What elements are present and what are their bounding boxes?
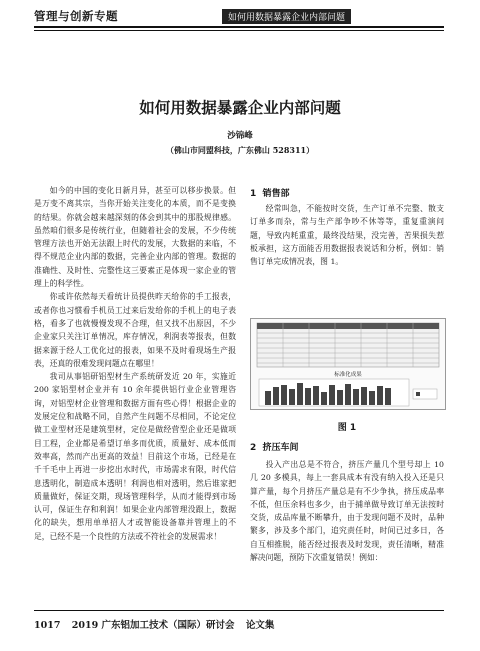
author-affiliation: （佛山市同盟科技，广东佛山 528311） [165,145,315,155]
figure-caption: 图 1 [337,423,357,433]
running-header [0,0,480,30]
section-label: 管理与创新专题 [34,9,118,23]
body-paragraph: 经常叫急，不能按时交货，生产订单不完整、散支订单多而杂，常与生产部争吵不休等等，重复重演问题，导致内耗重重，最终没结果，没完善，苦果损失惹板承担，这方面能否用数据报表说话和分析，例如：销售订单完成情况表，图 1。 [250,204,444,267]
volume-label: 论文集 [245,620,275,631]
publication-name: 2019 广东铝加工技术（国际）研讨会 [71,620,235,631]
body-paragraph: 你或许依然每天看统计员提供昨天给你的手工报表，或者你也习惯看手机员工过来后发给你的手机上的电子表格，看多了也就慢慢发现不合理，但又找不出原因，不少企业家只关注订单情况，库存情况，利润表等报表，但数据来源于经人工优化过的报表，如果不及时看现场生产报表，还真的很难发现问题点在哪里！ [34,292,236,368]
header-rule [34,26,444,28]
section-2-body [250,458,444,564]
header-rule-thin [34,30,444,31]
author-name: 沙锦峰 [227,131,253,141]
section-number: 2 [250,443,257,453]
section-heading-1 [250,186,290,199]
figure-1 [250,318,446,410]
section-number: 1 [250,189,257,199]
section-heading-2 [250,440,299,453]
running-title: 如何用数据暴露企业内部问题 [222,9,351,24]
chart-caption: 标准化成果 [334,372,362,378]
footer-rule [34,610,444,611]
body-paragraph: 我司从事铝研铝型材生产系统研发近 20 年，实施近 200 家铝型材企业并有 10 余年提供铝行业企业管理咨询，对铝型材企业管理和数据方面有些心得！根据企业的发展定位和战略不同，自然产生问题不尽相同，不论定位做工业型材还是建筑型材，定位是做经营型企业还是做项目工程，企业都是希望订单多而优质，质量好、成本低而效率高，然而产出更高的效益！目前这个市场，已经是在千千毛中上再进一步挖出水时代，市场需求有限，时代信息透明化，制造成本透明！利润也相对透明，然后谁家把质量做好，保证交期，现场管理科学，从而才能得到市场认可，保证生存和利润！如果企业内部管理没跟上，数据化的缺失，想用单单招人才或智能设备靠并管理上的不足，已经不是一个良性的方法或不符社会的发展需求！ [34,372,236,541]
figure-graphic [251,319,445,409]
left-column [34,184,236,543]
page-footer [34,617,282,631]
section-title: 销售部 [262,189,290,199]
article-title: 如何用数据暴露企业内部问题 [139,99,341,117]
body-paragraph: 投入产出总是不符合，挤压产量几个型号却上 10 几 20 多模具，每上一套具成本有没有纳入投入还是只算产量，每个月挤压产量总是有不少争执，挤压成品率不低，但压余料也多少，由于捕单做导致订单无法按时交货，成品库量不断攀升，由于发现问题不及时，品种繁多，涉及多个部门，追究责任时，时间已过多日，各自互相推脱，能否经过报表及时发现，责任清晰，精准解决问题，预防下次重复错误！例如： [250,460,444,563]
page-number: 1017 [34,620,61,631]
body-paragraph: 如今的中国的变化日新月异，甚至可以移步换景。但是万变不离其宗，当你开始关注变化的本质，而不是变换的结果。你就会越来越深刻的体会到其中的那股规律感。虽然咱们很多是传统行业，但随着社会的发展，不少传统管理方法也开始无法跟上时代的发展，大数据的来临，不得不规范企业内部的数据，完善企业内部的管理。数据的准确性、及时性、完整性这三要素正是体现一家企业的管理上的科学性。 [34,186,236,289]
section-1-body [250,202,444,268]
section-title: 挤压车间 [262,443,299,453]
